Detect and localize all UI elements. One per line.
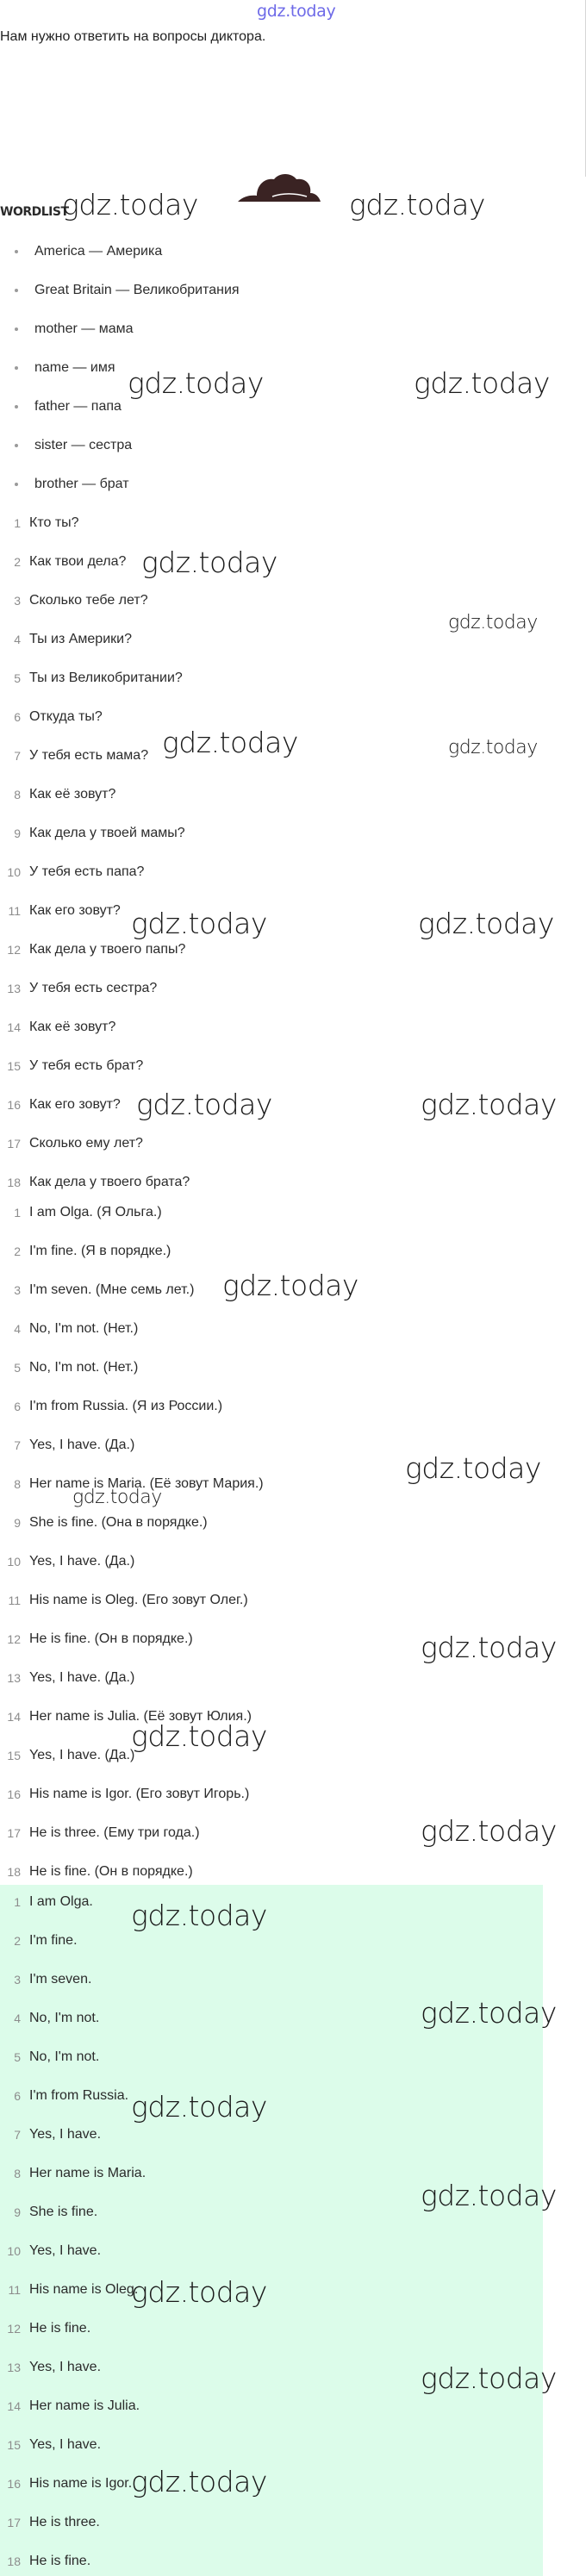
item-number: 5 bbox=[14, 2050, 21, 2064]
answer-item bbox=[0, 2359, 146, 2398]
answer-text: She is fine. (Она в порядке.) bbox=[29, 1515, 208, 1530]
answer-item bbox=[0, 1631, 264, 1669]
item-number: 4 bbox=[14, 633, 21, 646]
watermark: gdz.today bbox=[421, 1814, 557, 1848]
watermark: gdz.today bbox=[72, 1487, 162, 1508]
answer-item bbox=[0, 1893, 146, 1932]
answer-text: She is fine. bbox=[29, 2205, 98, 2219]
translated-answers-list bbox=[0, 1204, 264, 1902]
item-number: 3 bbox=[14, 1973, 21, 1987]
answer-text: Yes, I have. (Да.) bbox=[29, 1670, 135, 1685]
item-number: 14 bbox=[7, 1710, 21, 1724]
answer-text: He is fine. bbox=[29, 2321, 91, 2336]
item-number: 1 bbox=[14, 516, 21, 530]
item-number: 16 bbox=[7, 1098, 21, 1112]
item-number: 9 bbox=[14, 826, 21, 840]
answer-text: Yes, I have. bbox=[29, 2243, 102, 2258]
answer-item bbox=[0, 1437, 264, 1475]
item-number: 8 bbox=[14, 2167, 21, 2180]
answer-text: His name is Igor. bbox=[29, 2476, 133, 2491]
question-item bbox=[0, 941, 190, 980]
item-number: 18 bbox=[7, 1865, 21, 1879]
answer-text: I'm from Russia. (Я из России.) bbox=[29, 1399, 223, 1413]
answer-text: He is fine. (Он в порядке.) bbox=[29, 1864, 193, 1879]
answer-text: His name is Igor. (Его зовут Игорь.) bbox=[29, 1787, 250, 1801]
answer-text: Yes, I have. bbox=[29, 2360, 102, 2374]
item-number: 7 bbox=[14, 1438, 21, 1452]
answer-text: Her name is Maria. (Её зовут Мария.) bbox=[29, 1476, 264, 1491]
answer-text: Yes, I have. (Да.) bbox=[29, 1438, 135, 1452]
watermark: gdz.today bbox=[162, 726, 298, 759]
item-number: 17 bbox=[7, 1826, 21, 1840]
item-number: 3 bbox=[14, 1283, 21, 1297]
item-number: 12 bbox=[7, 1632, 21, 1646]
wordlist-title: WORDLIST bbox=[0, 205, 69, 219]
item-number: 5 bbox=[14, 1361, 21, 1375]
answer-text: I'm fine. (Я в порядке.) bbox=[29, 1244, 171, 1258]
item-number: 18 bbox=[7, 1176, 21, 1189]
watermark: gdz.today bbox=[421, 2361, 557, 2395]
watermark: gdz.today bbox=[418, 907, 554, 940]
item-number: 4 bbox=[14, 2012, 21, 2025]
wordlist-item: sister — сестра bbox=[0, 437, 240, 476]
wordlist bbox=[0, 243, 240, 515]
answer-item bbox=[0, 1786, 264, 1824]
answer-item bbox=[0, 2436, 146, 2475]
wordlist-item: name — имя bbox=[0, 359, 240, 398]
question-item bbox=[0, 592, 190, 631]
question-text: Как твои дела? bbox=[29, 554, 127, 569]
answer-item bbox=[0, 1971, 146, 2010]
item-number: 4 bbox=[14, 1322, 21, 1336]
watermark: gdz.today bbox=[131, 2275, 267, 2309]
item-number: 12 bbox=[7, 2322, 21, 2336]
answer-item bbox=[0, 1398, 264, 1437]
item-number: 11 bbox=[8, 1594, 21, 1607]
item-number: 11 bbox=[8, 904, 21, 918]
wordlist-item: Great Britain — Великобритания bbox=[0, 282, 240, 321]
answer-text: I'm from Russia. bbox=[29, 2088, 129, 2103]
question-item bbox=[0, 864, 190, 902]
answer-text: Yes, I have. (Да.) bbox=[29, 1554, 135, 1569]
answer-text: I am Olga. bbox=[29, 1894, 93, 1909]
watermark: gdz.today bbox=[405, 1451, 541, 1485]
question-text: Ты из Америки? bbox=[29, 632, 132, 646]
answer-text: He is three. (Ему три года.) bbox=[29, 1825, 200, 1840]
answer-item bbox=[0, 2165, 146, 2204]
question-text: Как дела у твоего брата? bbox=[29, 1175, 190, 1189]
answer-item bbox=[0, 1282, 264, 1320]
answer-text: No, I'm not. bbox=[29, 2011, 100, 2025]
wordlist-item: America — Америка bbox=[0, 243, 240, 282]
watermark: gdz.today bbox=[349, 188, 485, 221]
question-text: Как дела у твоей мамы? bbox=[29, 826, 185, 840]
answer-item bbox=[0, 1475, 264, 1514]
question-item bbox=[0, 631, 190, 670]
item-number: 7 bbox=[14, 749, 21, 763]
intro-text: Нам нужно ответить на вопросы диктора. bbox=[0, 29, 266, 44]
answer-text: Yes, I have. bbox=[29, 2127, 102, 2142]
question-text: У тебя есть сестра? bbox=[29, 981, 158, 995]
answer-item bbox=[0, 1243, 264, 1282]
answer-item bbox=[0, 2475, 146, 2514]
question-item bbox=[0, 825, 190, 864]
watermark: gdz.today bbox=[421, 1088, 557, 1121]
question-text: Как дела у твоего папы? bbox=[29, 942, 186, 957]
item-number: 15 bbox=[7, 1059, 21, 1073]
item-number: 13 bbox=[7, 982, 21, 995]
question-text: Как её зовут? bbox=[29, 1020, 116, 1034]
item-number: 9 bbox=[14, 2205, 21, 2219]
answer-item bbox=[0, 2320, 146, 2359]
answer-text: Her name is Julia. bbox=[29, 2398, 140, 2413]
item-number: 16 bbox=[7, 2477, 21, 2491]
question-text: Сколько ему лет? bbox=[29, 1136, 143, 1151]
questions-list bbox=[0, 515, 190, 1213]
question-text: Как её зовут? bbox=[29, 787, 116, 801]
answer-item bbox=[0, 1514, 264, 1553]
question-item bbox=[0, 708, 190, 747]
question-item bbox=[0, 747, 190, 786]
watermark: gdz.today bbox=[128, 366, 264, 400]
answer-text: I'm seven. bbox=[29, 1972, 92, 1987]
wordlist-item: mother — мама bbox=[0, 321, 240, 359]
question-item bbox=[0, 786, 190, 825]
answer-item bbox=[0, 1204, 264, 1243]
item-number: 3 bbox=[14, 594, 21, 608]
question-item bbox=[0, 1057, 190, 1096]
answer-text: He is fine. (Он в порядке.) bbox=[29, 1631, 193, 1646]
watermark: gdz.today bbox=[62, 188, 198, 221]
question-text: Сколько тебе лет? bbox=[29, 593, 148, 608]
item-number: 10 bbox=[7, 2244, 21, 2258]
answer-item bbox=[0, 2126, 146, 2165]
watermark: gdz.today bbox=[131, 2090, 267, 2124]
answer-text: Yes, I have. (Да.) bbox=[29, 1748, 135, 1762]
answer-item bbox=[0, 2281, 146, 2320]
item-number: 2 bbox=[14, 1934, 21, 1948]
watermark: gdz.today bbox=[421, 2179, 557, 2212]
wordlist-item: father — папа bbox=[0, 398, 240, 437]
answer-item bbox=[0, 2553, 146, 2576]
answer-text: I am Olga. (Я Ольга.) bbox=[29, 1205, 162, 1219]
watermark: gdz.today bbox=[131, 1899, 267, 1932]
item-number: 2 bbox=[14, 1244, 21, 1258]
answer-item bbox=[0, 1592, 264, 1631]
watermark: gdz.today bbox=[448, 737, 538, 758]
question-text: Откуда ты? bbox=[29, 709, 103, 724]
answer-text: I'm seven. (Мне семь лет.) bbox=[29, 1282, 195, 1297]
watermark: gdz.today bbox=[131, 1719, 267, 1753]
question-item bbox=[0, 980, 190, 1019]
question-text: Ты из Великобритании? bbox=[29, 671, 183, 685]
answer-item bbox=[0, 1708, 264, 1747]
item-number: 2 bbox=[14, 555, 21, 569]
item-number: 10 bbox=[7, 1555, 21, 1569]
watermark: gdz.today bbox=[141, 546, 277, 579]
item-number: 6 bbox=[14, 1400, 21, 1413]
answer-text: I'm fine. bbox=[29, 1933, 78, 1948]
watermark: gdz.today bbox=[222, 1269, 358, 1302]
answer-item bbox=[0, 2514, 146, 2553]
item-number: 17 bbox=[7, 2516, 21, 2529]
item-number: 6 bbox=[14, 2089, 21, 2103]
answer-item bbox=[0, 2087, 146, 2126]
item-number: 15 bbox=[7, 1749, 21, 1762]
answer-text: No, I'm not. bbox=[29, 2049, 100, 2064]
answer-item bbox=[0, 1747, 264, 1786]
item-number: 12 bbox=[7, 943, 21, 957]
watermark: gdz.today bbox=[421, 1631, 557, 1664]
answer-text: His name is Oleg. bbox=[29, 2282, 139, 2297]
wordlist-item: brother — брат bbox=[0, 476, 240, 515]
item-number: 13 bbox=[7, 2361, 21, 2374]
question-item bbox=[0, 553, 190, 592]
item-number: 14 bbox=[7, 2399, 21, 2413]
item-number: 18 bbox=[7, 2554, 21, 2568]
watermark: gdz.today bbox=[414, 366, 550, 400]
item-number: 15 bbox=[7, 2438, 21, 2452]
item-number: 11 bbox=[8, 2283, 21, 2297]
answer-text: Her name is Julia. (Её зовут Юлия.) bbox=[29, 1709, 252, 1724]
question-item bbox=[0, 1019, 190, 1057]
answer-item bbox=[0, 1932, 146, 1971]
item-number: 9 bbox=[14, 1516, 21, 1530]
answer-item bbox=[0, 1320, 264, 1359]
question-item bbox=[0, 1135, 190, 1174]
answer-text: Yes, I have. bbox=[29, 2437, 102, 2452]
watermark: gdz.today bbox=[131, 907, 267, 940]
item-number: 5 bbox=[14, 671, 21, 685]
answer-item bbox=[0, 2010, 146, 2049]
question-text: У тебя есть папа? bbox=[29, 864, 145, 879]
answer-text: He is three. bbox=[29, 2515, 100, 2529]
item-number: 6 bbox=[14, 710, 21, 724]
item-number: 14 bbox=[7, 1020, 21, 1034]
answer-item bbox=[0, 2242, 146, 2281]
question-text: Кто ты? bbox=[29, 515, 79, 530]
item-number: 17 bbox=[7, 1137, 21, 1151]
watermark: gdz.today bbox=[131, 2465, 267, 2498]
item-number: 8 bbox=[14, 788, 21, 801]
item-number: 10 bbox=[7, 865, 21, 879]
answer-text: Her name is Maria. bbox=[29, 2166, 146, 2180]
item-number: 13 bbox=[7, 1671, 21, 1685]
site-logo[interactable]: gdz.today bbox=[257, 2, 336, 21]
watermark: gdz.today bbox=[136, 1088, 272, 1121]
question-item bbox=[0, 670, 190, 708]
answer-text: No, I'm not. (Нет.) bbox=[29, 1321, 139, 1336]
answer-item bbox=[0, 1359, 264, 1398]
question-item bbox=[0, 515, 190, 553]
answer-item bbox=[0, 1553, 264, 1592]
english-answers-list bbox=[0, 1893, 146, 2576]
question-text: Как его зовут? bbox=[29, 1097, 121, 1112]
answer-text: No, I'm not. (Нет.) bbox=[29, 1360, 139, 1375]
answer-item bbox=[0, 2398, 146, 2436]
item-number: 16 bbox=[7, 1787, 21, 1801]
question-text: У тебя есть мама? bbox=[29, 748, 149, 763]
cloud-icon bbox=[238, 169, 321, 203]
item-number: 1 bbox=[14, 1895, 21, 1909]
answer-item bbox=[0, 1669, 264, 1708]
item-number: 1 bbox=[14, 1206, 21, 1219]
answer-item bbox=[0, 1824, 264, 1863]
item-number: 7 bbox=[14, 2128, 21, 2142]
question-item bbox=[0, 902, 190, 941]
watermark: gdz.today bbox=[448, 612, 538, 633]
answer-text: His name is Oleg. (Его зовут Олег.) bbox=[29, 1593, 248, 1607]
question-item bbox=[0, 1096, 190, 1135]
question-text: Как его зовут? bbox=[29, 903, 121, 918]
answer-item bbox=[0, 2204, 146, 2242]
question-text: У тебя есть брат? bbox=[29, 1058, 144, 1073]
answer-text: He is fine. bbox=[29, 2554, 91, 2568]
watermark: gdz.today bbox=[421, 1996, 557, 2030]
item-number: 8 bbox=[14, 1477, 21, 1491]
answer-item bbox=[0, 2049, 146, 2087]
